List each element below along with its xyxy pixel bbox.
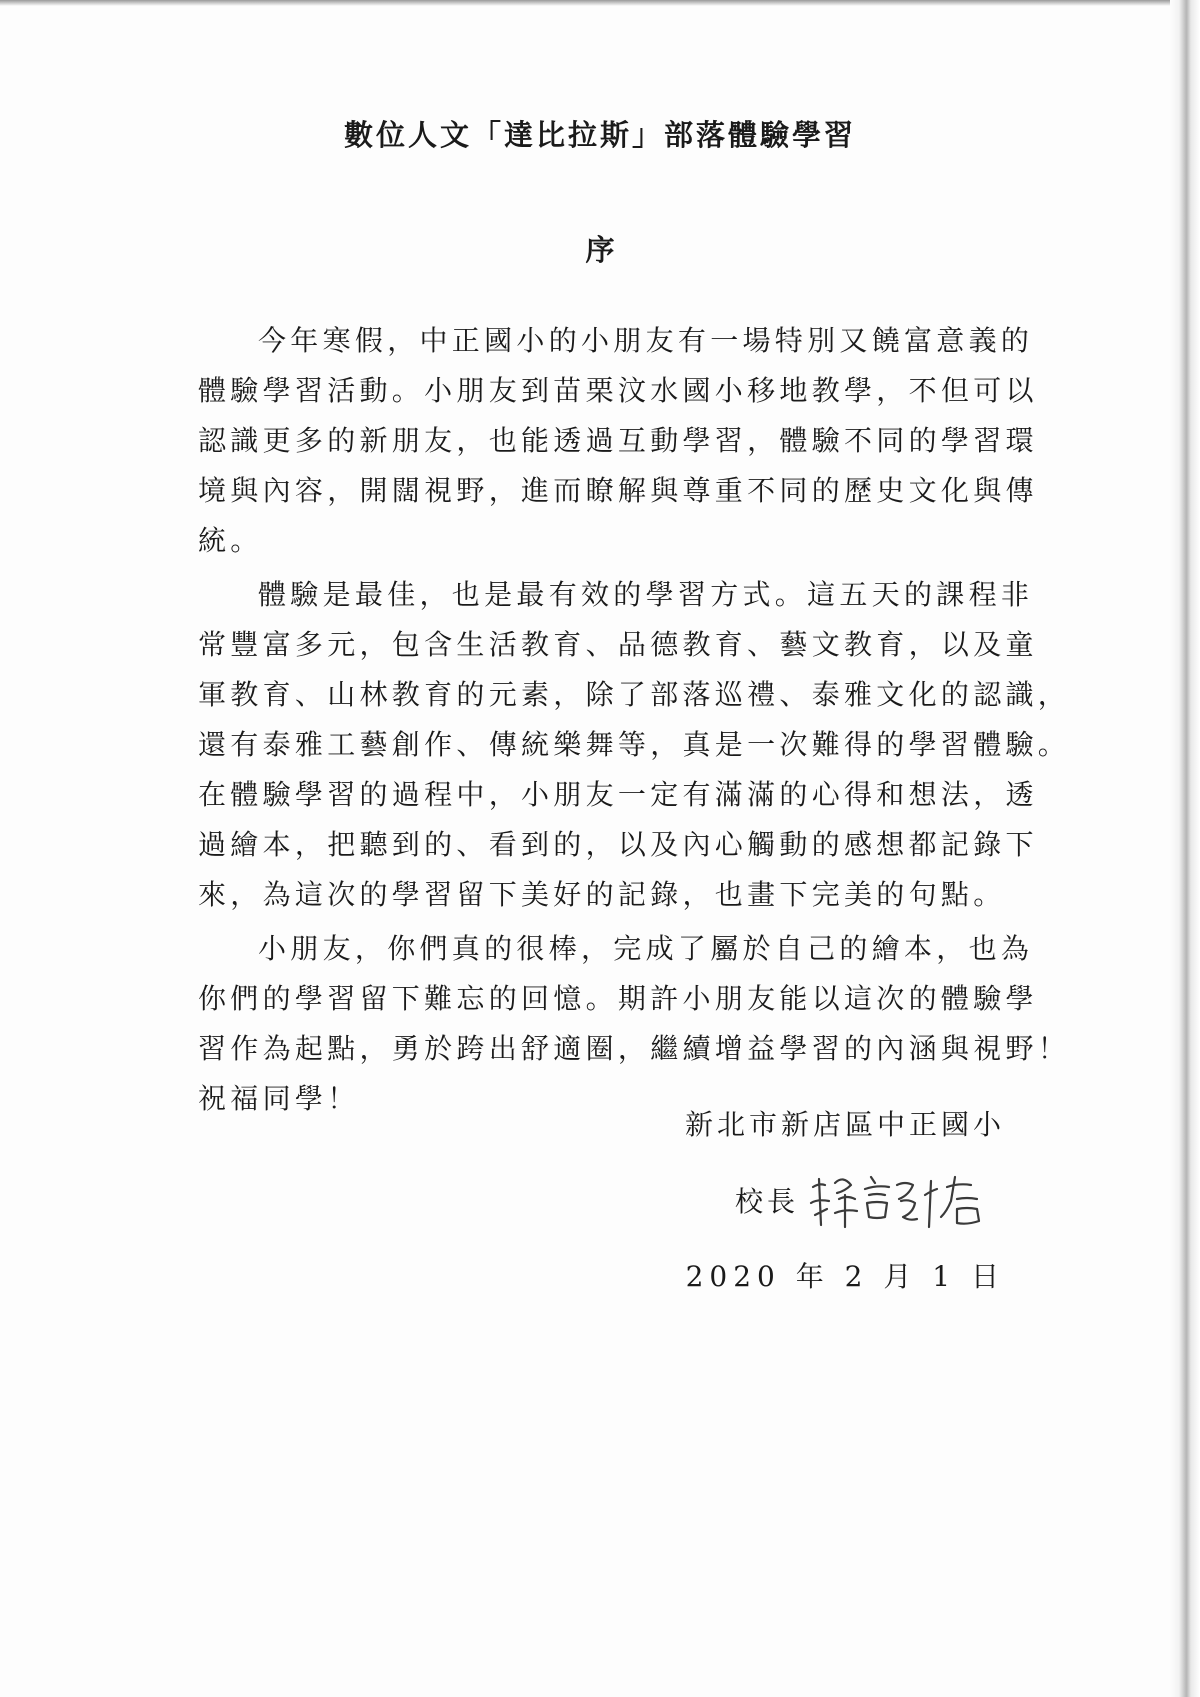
signoff-block	[685, 1100, 1005, 1302]
document-title: 數位人文「達比拉斯」部落體驗學習	[343, 118, 856, 152]
document-date: 2020 年 2 月 1 日	[685, 1260, 1005, 1293]
text-line: 統。	[198, 524, 263, 557]
handwritten-signature	[805, 1165, 1005, 1235]
text-line: 軍教育、山林教育的元素，除了部落巡禮、泰雅文化的認識，	[198, 678, 1071, 711]
school-name: 新北市新店區中正國小	[684, 1108, 1005, 1141]
text-line: 體驗是最佳，也是最有效的學習方式。這五天的課程非	[258, 578, 1034, 611]
text-line: 習作為起點，勇於跨出舒適圈，繼續增益學習的內涵與視野！	[198, 1032, 1071, 1065]
text-line: 你們的學習留下難忘的回憶。期許小朋友能以這次的體驗學	[198, 982, 1038, 1015]
text-line: 過繪本，把聽到的、看到的，以及內心觸動的感想都記錄下	[198, 828, 1038, 861]
preface-body	[198, 316, 1071, 1128]
text-line: 常豐富多元，包含生活教育、品德教育、藝文教育，以及童	[198, 628, 1038, 661]
paragraph-3	[198, 924, 1071, 1124]
text-line: 還有泰雅工藝創作、傳統樂舞等，真是一次難得的學習體驗。	[198, 728, 1071, 761]
paragraph-1	[198, 316, 1038, 566]
text-line: 來，為這次的學習留下美好的記錄，也畫下完美的句點。	[198, 878, 1006, 911]
paragraph-2	[198, 570, 1071, 920]
preface-heading: 序	[585, 233, 615, 267]
text-line: 體驗學習活動。小朋友到苗栗汶水國小移地教學，不但可以	[198, 374, 1038, 407]
scan-edge-top	[0, 0, 1200, 6]
principal-label: 校長	[734, 1185, 799, 1218]
principal-row	[685, 1160, 1005, 1240]
text-line: 祝福同學！	[198, 1082, 360, 1115]
text-line: 在體驗學習的過程中，小朋友一定有滿滿的心得和想法，透	[198, 778, 1038, 811]
text-line: 今年寒假，中正國小的小朋友有一場特別又饒富意義的	[258, 324, 1034, 357]
text-line: 小朋友，你們真的很棒，完成了屬於自己的繪本，也為	[258, 932, 1034, 965]
text-line: 境與內容，開闊視野，進而瞭解與尊重不同的歷史文化與傳	[198, 474, 1038, 507]
text-line: 認識更多的新朋友，也能透過互動學習，體驗不同的學習環	[198, 424, 1038, 457]
